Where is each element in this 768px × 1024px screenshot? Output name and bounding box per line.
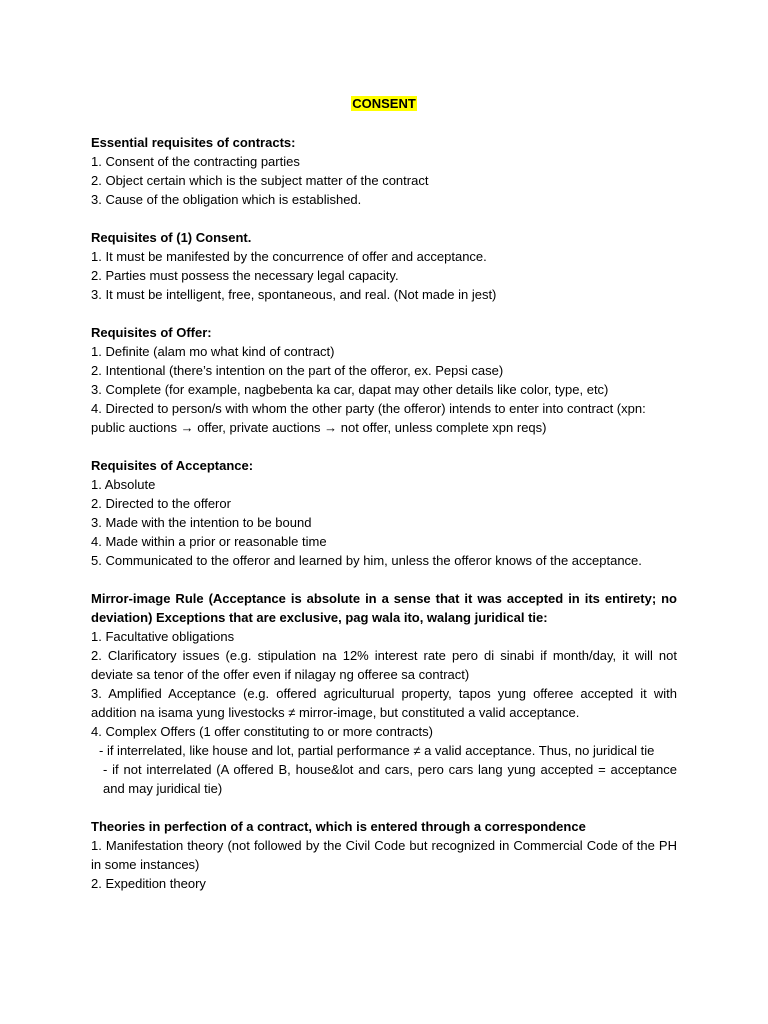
- list-item: 3. Made with the intention to be bound: [91, 515, 312, 530]
- list-item: 5. Communicated to the offeror and learned by him, unless the offeror knows of the acceptance.: [91, 553, 642, 568]
- list-item: 3. Complete (for example, nagbebenta ka car, dapat may other details like color, type, etc): [91, 382, 609, 397]
- list-item: 1. Facultative obligations: [91, 629, 235, 644]
- list-item: 2. Clarificatory issues (e.g. stipulation na 12% interest rate pero di sinabi if month/day, it will not deviate sa tenor of the offer even if nilagay ng offeree sa contract): [91, 648, 677, 682]
- list-item: 2. Object certain which is the subject matter of the contract: [91, 173, 429, 188]
- document-title: CONSENT: [352, 96, 416, 111]
- list-item: 1. It must be manifested by the concurrence of offer and acceptance.: [91, 249, 487, 264]
- section-theories-perfection: [91, 817, 677, 893]
- list-item: 1. Consent of the contracting parties: [91, 154, 300, 169]
- list-item: 2. Expedition theory: [91, 876, 206, 891]
- sub-list-item: - if interrelated, like house and lot, partial performance ≠ a valid acceptance. Thus, no juridical tie: [99, 743, 655, 758]
- section-heading: Mirror-image Rule (Acceptance is absolute in a sense that it was accepted in its entirety; no deviation) Exceptions that are exclusive, pag wala ito, walang juridical tie:: [91, 591, 677, 625]
- section-heading: Theories in perfection of a contract, which is entered through a correspondence: [91, 819, 586, 834]
- section-requisites-offer: [91, 323, 677, 437]
- section-essential-requisites: [91, 133, 677, 209]
- list-item: 2. Directed to the offeror: [91, 496, 231, 511]
- section-heading: Essential requisites of contracts:: [91, 135, 296, 150]
- list-item: 2. Parties must possess the necessary legal capacity.: [91, 268, 399, 283]
- list-item: 1. Absolute: [91, 477, 156, 492]
- document-body: [91, 133, 677, 912]
- section-requisites-consent: [91, 228, 677, 304]
- list-item: 4. Made within a prior or reasonable time: [91, 534, 327, 549]
- section-heading: Requisites of Offer:: [91, 325, 212, 340]
- list-item: 2. Intentional (there’s intention on the part of the offeror, ex. Pepsi case): [91, 363, 504, 378]
- section-heading: Requisites of (1) Consent.: [91, 230, 252, 245]
- list-item: 4. Complex Offers (1 offer constituting to or more contracts): [91, 724, 433, 739]
- section-heading: Requisites of Acceptance:: [91, 458, 254, 473]
- list-item: 1. Manifestation theory (not followed by the Civil Code but recognized in Commercial Code of the PH in some instances): [91, 838, 677, 872]
- list-item: 3. Cause of the obligation which is established.: [91, 192, 362, 207]
- list-item: 4. Directed to person/s with whom the other party (the offeror) intends to enter into contract (xpn: public auctions → offer, private auctions → not offer, unless complete xpn reqs): [91, 401, 646, 435]
- list-item: 3. It must be intelligent, free, spontaneous, and real. (Not made in jest): [91, 287, 497, 302]
- section-requisites-acceptance: [91, 456, 677, 570]
- section-mirror-image-rule: [91, 589, 677, 798]
- list-item: 3. Amplified Acceptance (e.g. offered agriculturual property, tapos yung offeree accepted it with addition na isama yung livestocks ≠ mirror-image, but constituted a valid acceptance.: [91, 686, 677, 720]
- sub-list-item: - if not interrelated (A offered B, house&lot and cars, pero cars lang yung accepted = acceptance and may juridical tie): [103, 762, 677, 796]
- list-item: 1. Definite (alam mo what kind of contract): [91, 344, 335, 359]
